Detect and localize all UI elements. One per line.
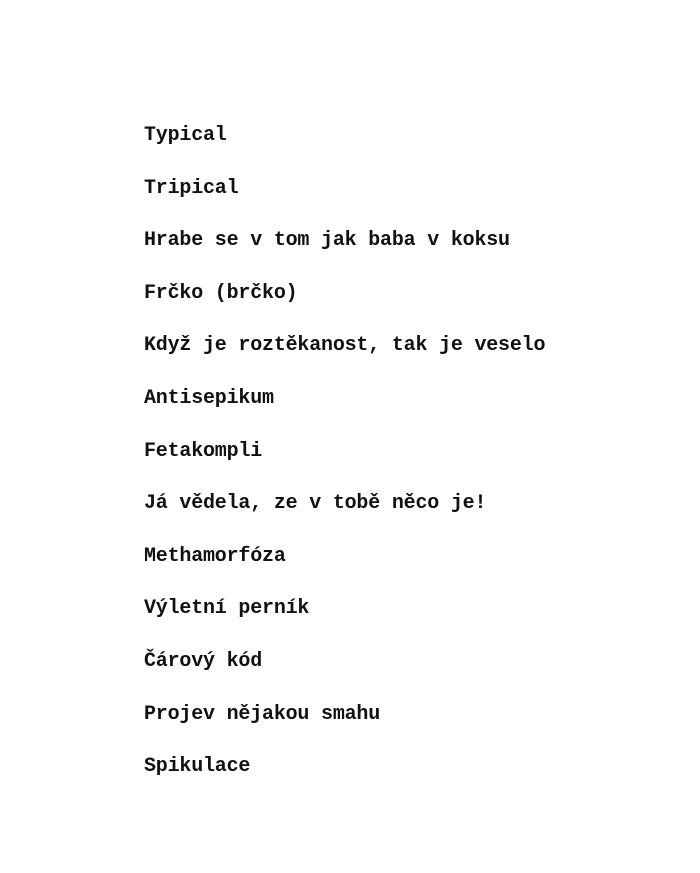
phrase-item: Typical bbox=[144, 124, 227, 147]
phrase-item: Hrabe se v tom jak baba v koksu bbox=[144, 229, 510, 253]
phrase-item: Projev nějakou smahu bbox=[144, 702, 381, 726]
phrase-item: Já vědela, ze v tobě něco je! bbox=[144, 492, 487, 516]
phrase-item: Spikulace bbox=[144, 755, 251, 779]
phrase-list bbox=[144, 110, 545, 794]
phrase-item: Antisepikum bbox=[144, 386, 274, 410]
phrase-item: Tripical bbox=[144, 176, 239, 200]
phrase-item: Čárový kód bbox=[144, 649, 263, 673]
phrase-item: Fetakompli bbox=[144, 439, 263, 463]
phrase-item: Výletní perník bbox=[144, 597, 310, 621]
phrase-item: Když je roztěkanost, tak je veselo bbox=[144, 334, 546, 358]
phrase-item: Frčko (brčko) bbox=[144, 281, 298, 305]
phrase-item: Methamorfóza bbox=[144, 544, 286, 568]
